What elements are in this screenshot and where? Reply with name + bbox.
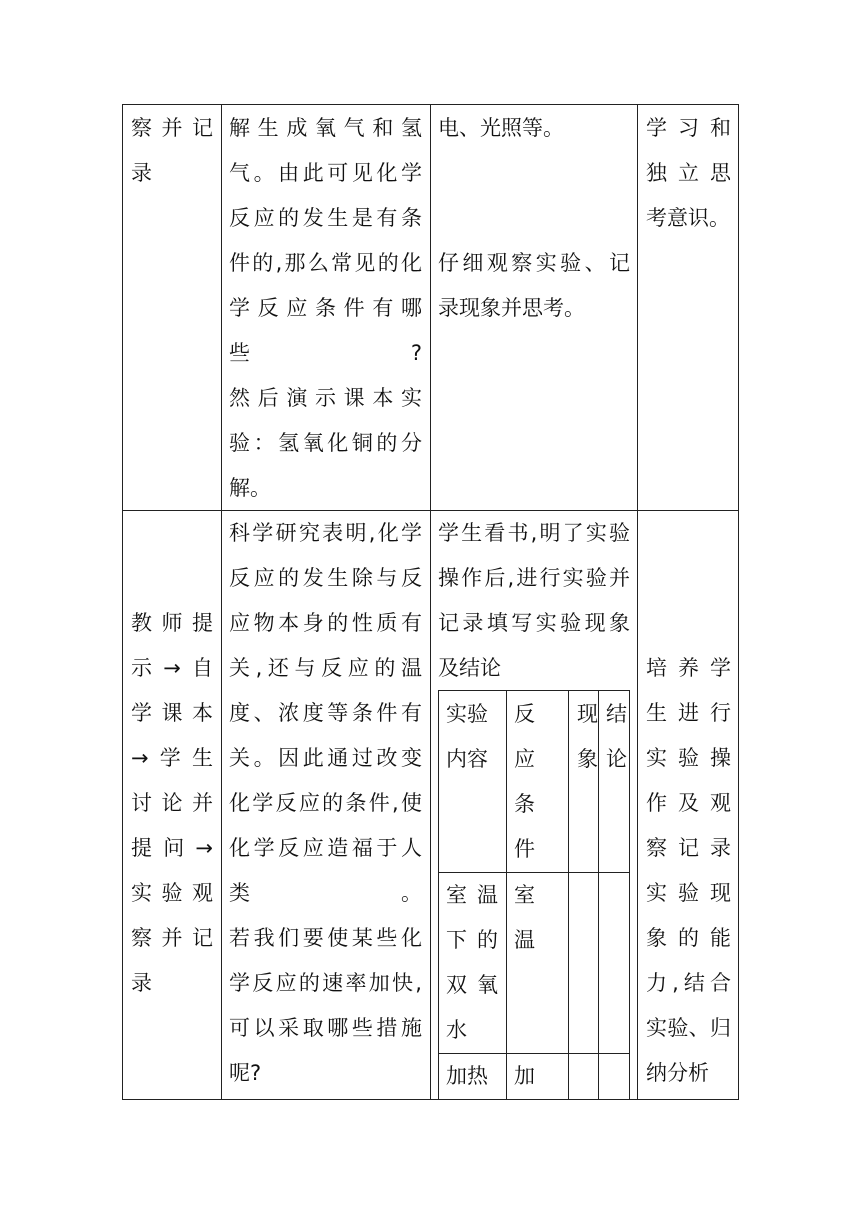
text-line: 化学反应造福于人 — [229, 836, 422, 860]
row1-intent-cell — [646, 106, 731, 241]
row1-process-cell — [131, 106, 213, 196]
table-row-content — [446, 873, 498, 1053]
text-line: 论 — [606, 747, 627, 771]
text-line: 然后演示课本实 — [229, 386, 422, 410]
text-line: 学反应的速率加快, — [229, 971, 422, 995]
text-line: 结 — [606, 702, 627, 726]
text-line: 仔细观察实验、记 — [438, 251, 630, 275]
text-line: 学生看书,明了实验 — [438, 521, 630, 545]
header-phenomenon — [577, 692, 599, 782]
text-line: 加 — [514, 1064, 535, 1088]
text-line: 独立思 — [646, 161, 731, 185]
text-line: 反 — [514, 702, 535, 726]
text-line: 应物本身的性质有 — [229, 611, 422, 635]
text-line: 若我们要使某些化 — [229, 926, 422, 950]
text-line: 条 — [514, 792, 535, 816]
text-line: 现 — [577, 702, 598, 726]
text-line: →学生 — [131, 746, 213, 770]
text-line: 生进行 — [646, 701, 731, 725]
row2-process-cell — [131, 601, 213, 1006]
header-reaction-condition — [514, 692, 554, 872]
text-line: 水 — [446, 1018, 467, 1042]
text-line: 提问→ — [131, 836, 213, 860]
text-line: 反应的发生是有条 — [229, 206, 422, 230]
text-line: 室温 — [446, 883, 498, 907]
text-line: 可以采取哪些措施 — [229, 1016, 422, 1040]
row1-student-cell-a — [438, 106, 630, 151]
text-line: 解。 — [229, 476, 271, 500]
row1-student-cell-b — [438, 241, 630, 331]
row2-teacher-cell — [229, 511, 422, 1096]
table-row-divider — [122, 510, 739, 511]
text-line: 度、浓度等条件有 — [229, 701, 422, 725]
text-line: 化学反应的条件,使 — [229, 791, 422, 815]
text-line: 作及观 — [646, 791, 731, 815]
text-line: 象 — [577, 747, 598, 771]
text-line: 录 — [131, 161, 152, 185]
text-line: 件的,那么常见的化 — [229, 251, 422, 275]
text-line: 类。 — [229, 881, 422, 905]
text-line: 考意识。 — [646, 206, 730, 230]
text-line: 实验观 — [131, 881, 213, 905]
text-line: 力,结合 — [646, 971, 731, 995]
text-line: 实验 — [446, 702, 488, 726]
text-line: 学反应条件有哪 — [229, 296, 422, 320]
text-line: 教师提 — [131, 611, 213, 635]
text-line: 电、光照等。 — [438, 116, 564, 140]
header-experiment-content — [446, 692, 498, 782]
text-line: 室 — [514, 883, 535, 907]
table-col-divider — [637, 104, 638, 1100]
table-col-divider — [430, 104, 431, 1100]
text-line: 讨论并 — [131, 791, 213, 815]
text-line: 科学研究表明,化学 — [229, 521, 422, 545]
text-line: 内容 — [446, 747, 488, 771]
text-line: 温 — [514, 928, 535, 952]
text-line: 实验、归 — [646, 1016, 731, 1040]
text-line: 应 — [514, 747, 535, 771]
text-line: 察并记 — [131, 116, 213, 140]
text-line: 气。由此可见化学 — [229, 161, 422, 185]
text-line: 加热 — [446, 1064, 488, 1088]
table-row-content — [446, 1054, 498, 1099]
text-line: 察记录 — [646, 836, 731, 860]
text-line: 录 — [131, 971, 152, 995]
text-line: 及结论 — [438, 656, 501, 680]
text-line: 实验操 — [646, 746, 731, 770]
text-line: 关。因此通过改变 — [229, 746, 422, 770]
table-row-condition — [514, 1054, 554, 1099]
text-line: 反应的发生除与反 — [229, 566, 422, 590]
header-conclusion — [606, 692, 628, 782]
text-line: 件 — [514, 837, 535, 861]
text-line: 验：氢氧化铜的分 — [229, 431, 422, 455]
text-line: 些? — [229, 341, 422, 365]
table-col-divider — [221, 104, 222, 1100]
text-line: 学习和 — [646, 116, 731, 140]
text-line: 培养学 — [646, 656, 731, 680]
text-line: 解生成氧气和氢 — [229, 116, 422, 140]
text-line: 双氧 — [446, 973, 498, 997]
text-line: 下的 — [446, 928, 498, 952]
text-line: 关,还与反应的温 — [229, 656, 422, 680]
text-line: 纳分析 — [646, 1061, 709, 1085]
text-line: 察并记 — [131, 926, 213, 950]
row2-student-text — [438, 511, 630, 691]
text-line: 示→自 — [131, 656, 213, 680]
text-line: 记录填写实验现象 — [438, 611, 630, 635]
text-line: 呢? — [229, 1061, 262, 1085]
table-row-condition — [514, 873, 554, 963]
text-line: 学课本 — [131, 701, 213, 725]
text-line: 实验现 — [646, 881, 731, 905]
text-line: 录现象并思考。 — [438, 296, 585, 320]
row1-teacher-cell — [229, 106, 422, 511]
text-line: 操作后,进行实验并 — [438, 566, 630, 590]
row2-intent-cell — [646, 646, 731, 1096]
text-line: 象的能 — [646, 926, 731, 950]
